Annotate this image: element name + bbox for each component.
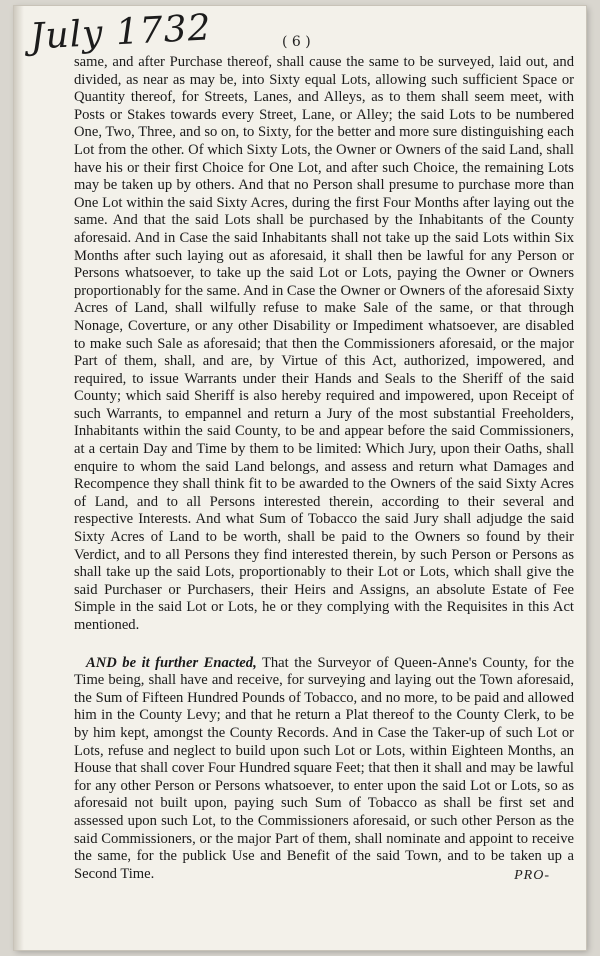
paragraph-2-body: That the Surveyor of Queen-Anne's County, for the Time being, shall have and receive, for surveying and laying out the Town aforesaid, the Sum of Fifteen Hundred Pounds of Tobacco, and no more, to be paid and allowed him in the County Levy; and that he return a Plat thereof to the County Clerk, to be by him kept, amongst the County Records. And in Case the Taker-up of such Lot or Lots, refuse and neglect to build upon such Lot or Lots, within Eighteen Months, an House that shall cover Four Hundred square Feet; that then it shall and may be lawful for any other Person or Persons whatsoever, to enter upon the said Lot or Lots, so as aforesaid not built upon, paying such Sum of Tobacco as shall be first set and assessed upon such Lot, to the Commissioners aforesaid, or such other Person as the said Commissioners, or the major Part of them, shall nominate and appoint to receive the same, for the publick Use and Benefit of the said Town, and to be taken up a Second Time. bbox=[74, 654, 574, 882]
paragraph-1: same, and after Purchase thereof, shall cause the same to be surveyed, laid out, and divided, as near as may be, into Sixty equal Lots, allowing such sufficient Space or Quantity thereof, for Streets, Lanes, and Alleys, as to them shall seem meet, with Posts or Stakes towards every Street, Lane, or Alley; the said Lots to be numbered One, Two, Three, and so on, to Sixty, for the better and more sure distinguishing each Lot from the other. Of which Sixty Lots, the Owner or Owners of the said Land, shall have his or their first Choice for One Lot, and after such Choice, the remaining Lots may be taken up by others. And that no Person shall presume to purchase more than One Lot within the said Sixty Acres, during the first Four Months after laying out the same. And that the said Lots shall be purchased by the Inhabitants of the County aforesaid. And in Case the said Inhabitants shall not take up the said Lots within Six Months after such laying out as aforesaid, it shall then be lawful for any Person or Persons whatsoever, to take up the said Lot or Lots, paying the Owner or Owners proportionably for the same. And in Case the Owner or Owners of the aforesaid Sixty Acres of Land, shall wilfully refuse to make Sale of the same, or that through Nonage, Coverture, or any other Disability or Impediment whatsoever, are disabled to make such Sale as aforesaid; that then the Commissioners aforesaid, or the major Part of them, shall, and are, by Virtue of this Act, authorized, impowered, and required, to issue Warrants under their Hands and Seals to the Sheriff of the said County; which said Sheriff is also hereby required and impowered, upon Receipt of such Warrants, to empannel and return a Jury of the most substantial Freeholders, Inhabitants within the said County, to be and appear before the said Commissioners, at a certain Day and Time by them to be limited: Which Jury, upon their Oaths, shall enquire to whom the said Land belongs, and assess and return what Damages and Recompence they shall think fit to be awarded to the Owners of the said Sixty Acres of Land, and to all Persons interested therein, according to their several and respective Interests. And what Sum of Tobacco the said Jury shall adjudge the said Sixty Acres of Land to be worth, shall be paid to the Owners so found by their Verdict, and to all Persons they find interested therein, by such Person or Persons as shall take up the said Lots, proportionably to their Lot or Lots, which shall give the said Purchaser or Purchasers, their Heirs and Assigns, an absolute Estate of Fee Simple in the said Lot or Lots, he or they complying with the Requisites in this Act mentioned. bbox=[74, 54, 574, 633]
paragraph-2 bbox=[74, 655, 574, 884]
body-text bbox=[74, 54, 574, 883]
handwritten-date: July 1732 bbox=[29, 7, 213, 58]
page-fold-shadow bbox=[14, 6, 24, 950]
paragraph-2-lead: AND be it further Enacted, bbox=[86, 654, 257, 671]
document-page bbox=[14, 6, 586, 950]
page-number: ( 6 ) bbox=[282, 34, 311, 50]
catchword: PRO- bbox=[514, 868, 550, 883]
